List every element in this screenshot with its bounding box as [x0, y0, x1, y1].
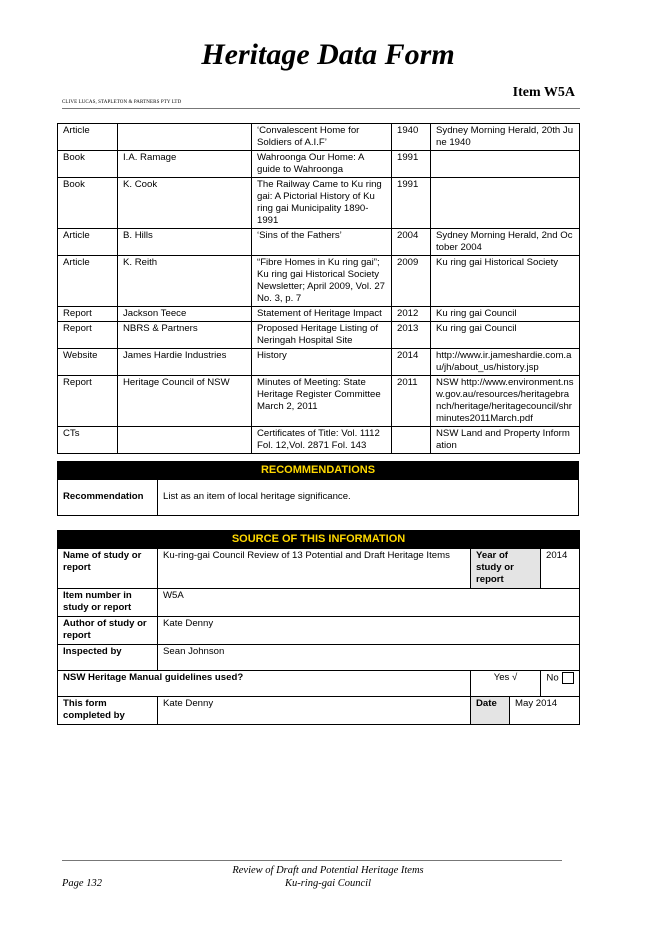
recommendations-banner: RECOMMENDATIONS	[58, 462, 579, 480]
recommendations-table	[57, 461, 579, 516]
header-divider	[62, 108, 580, 109]
ref-type: Article	[58, 124, 118, 151]
study-name-value: Ku-ring-gai Council Review of 13 Potential and Draft Heritage Items	[158, 549, 471, 589]
ref-source: NSW http://www.environment.nsw.gov.au/resources/heritagebranch/heritage/heritagecouncil/shrminutes2011March.pdf	[431, 376, 580, 427]
ref-author: K. Cook	[118, 178, 252, 229]
ref-source: Ku ring gai Council	[431, 322, 580, 349]
table-row	[58, 427, 580, 454]
recommendation-label: Recommendation	[58, 480, 158, 516]
source-table	[57, 530, 580, 725]
item-number-label: Item number in study or report	[58, 589, 158, 617]
ref-author	[118, 427, 252, 454]
ref-author: NBRS & Partners	[118, 322, 252, 349]
inspected-value: Sean Johnson	[158, 645, 580, 671]
checkbox-icon[interactable]	[562, 672, 574, 684]
ref-type: Book	[58, 178, 118, 229]
ref-year: 2014	[392, 349, 431, 376]
ref-source: http://www.ir.jameshardie.com.au/jh/about_us/history.jsp	[431, 349, 580, 376]
ref-year: 1991	[392, 151, 431, 178]
ref-author	[118, 124, 252, 151]
date-label: Date	[471, 697, 510, 725]
ref-title: The Railway Came to Ku ring gai: A Pictorial History of Ku ring gai Municipality 1890-1991	[252, 178, 392, 229]
table-row	[58, 229, 580, 256]
author-label: Author of study or report	[58, 617, 158, 645]
source-banner: SOURCE OF THIS INFORMATION	[58, 531, 580, 549]
manual-no-label: No	[546, 672, 559, 684]
ref-type: Report	[58, 376, 118, 427]
ref-author: James Hardie Industries	[118, 349, 252, 376]
table-row	[58, 349, 580, 376]
ref-year: 1940	[392, 124, 431, 151]
ref-year: 2011	[392, 376, 431, 427]
ref-author: B. Hills	[118, 229, 252, 256]
ref-author: K. Reith	[118, 256, 252, 307]
manual-yes: Yes √	[471, 671, 541, 697]
ref-source: NSW Land and Property Information	[431, 427, 580, 454]
ref-author: Jackson Teece	[118, 307, 252, 322]
page-number: Page 132	[62, 878, 102, 889]
author-value: Kate Denny	[158, 617, 580, 645]
date-value: May 2014	[510, 697, 580, 725]
table-row	[58, 322, 580, 349]
ref-source: Sydney Morning Herald, 20th June 1940	[431, 124, 580, 151]
table-row	[58, 151, 580, 178]
ref-title: Statement of Heritage Impact	[252, 307, 392, 322]
ref-title: Certificates of Title: Vol. 1112 Fol. 12,Vol. 2871 Fol. 143	[252, 427, 392, 454]
ref-title: ‘Sins of the Fathers’	[252, 229, 392, 256]
table-row	[58, 376, 580, 427]
ref-source: Ku ring gai Council	[431, 307, 580, 322]
ref-year: 2012	[392, 307, 431, 322]
study-name-label: Name of study or report	[58, 549, 158, 589]
ref-title: Minutes of Meeting: State Heritage Register Committee March 2, 2011	[252, 376, 392, 427]
ref-type: CTs	[58, 427, 118, 454]
ref-type: Report	[58, 307, 118, 322]
item-number-value: W5A	[158, 589, 580, 617]
manual-no[interactable]	[541, 671, 580, 697]
references-table	[57, 123, 580, 454]
ref-type: Article	[58, 256, 118, 307]
ref-title: “Fibre Homes in Ku ring gai”; Ku ring gai Historical Society Newsletter; April 2009, Vol. 27 No. 3, p. 7	[252, 256, 392, 307]
ref-title: Wahroonga Our Home: A guide to Wahroonga	[252, 151, 392, 178]
ref-year: 2004	[392, 229, 431, 256]
table-row	[58, 307, 580, 322]
study-year-label: Year of study or report	[471, 549, 541, 589]
footer-divider	[62, 860, 562, 861]
item-number: Item W5A	[512, 85, 575, 100]
ref-type: Article	[58, 229, 118, 256]
firm-name: CLIVE LUCAS, STAPLETON & PARTNERS PTY LTD	[62, 100, 182, 105]
table-row	[58, 124, 580, 151]
completed-value: Kate Denny	[158, 697, 471, 725]
ref-source: Sydney Morning Herald, 2nd October 2004	[431, 229, 580, 256]
ref-title: ‘Convalescent Home for Soldiers of A.I.F’	[252, 124, 392, 151]
ref-type: Book	[58, 151, 118, 178]
table-row	[58, 178, 580, 229]
ref-type: Report	[58, 322, 118, 349]
ref-year	[392, 427, 431, 454]
recommendation-value: List as an item of local heritage significance.	[158, 480, 579, 516]
footer-line1: Review of Draft and Potential Heritage Items	[232, 865, 424, 876]
ref-year: 2013	[392, 322, 431, 349]
ref-title: Proposed Heritage Listing of Neringah Hospital Site	[252, 322, 392, 349]
page-title: Heritage Data Form	[201, 38, 455, 71]
ref-source	[431, 151, 580, 178]
table-row	[58, 256, 580, 307]
ref-title: History	[252, 349, 392, 376]
ref-year: 2009	[392, 256, 431, 307]
inspected-label: Inspected by	[58, 645, 158, 671]
ref-author: Heritage Council of NSW	[118, 376, 252, 427]
ref-type: Website	[58, 349, 118, 376]
study-year-value: 2014	[541, 549, 580, 589]
footer-line2: Ku-ring-gai Council	[284, 878, 372, 889]
ref-author: I.A. Ramage	[118, 151, 252, 178]
ref-source	[431, 178, 580, 229]
completed-label: This form completed by	[58, 697, 158, 725]
manual-label: NSW Heritage Manual guidelines used?	[58, 671, 471, 697]
ref-source: Ku ring gai Historical Society	[431, 256, 580, 307]
ref-year: 1991	[392, 178, 431, 229]
